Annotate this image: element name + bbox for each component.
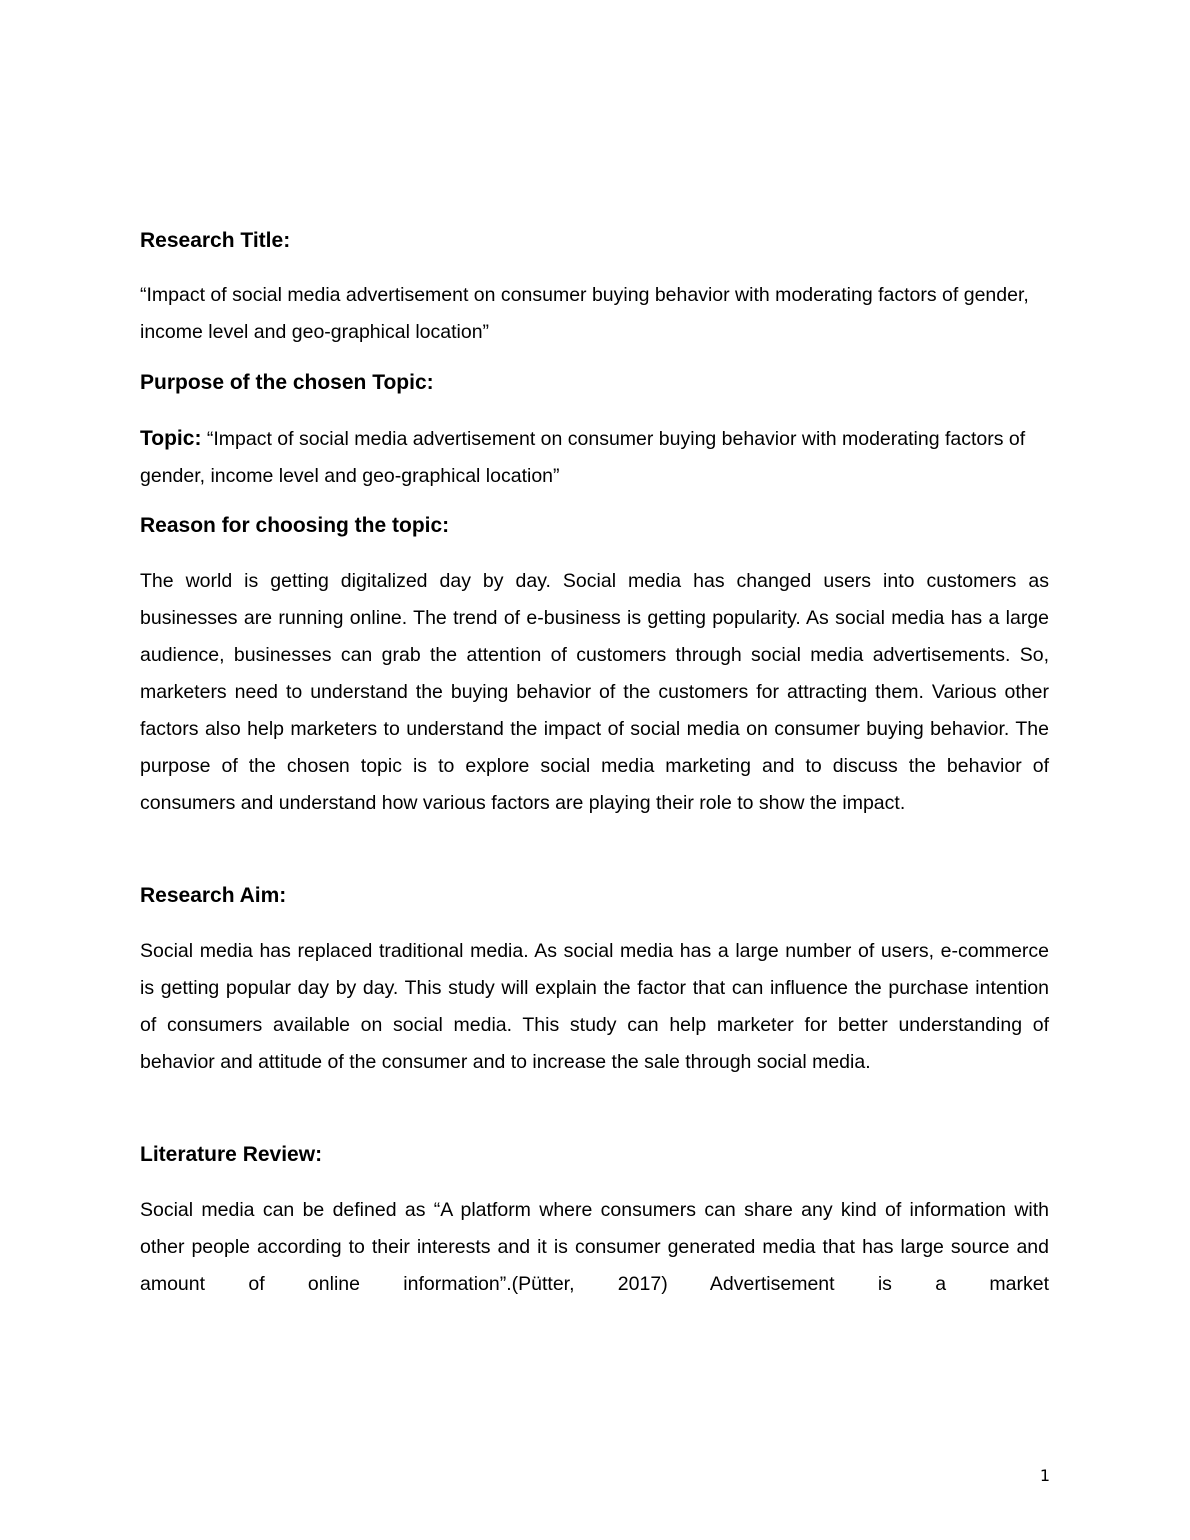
topic-paragraph <box>140 420 1049 495</box>
page-number: 1 <box>1039 1466 1050 1485</box>
research-title-text: “Impact of social media advertisement on consumer buying behavior with moderating factors of gender, income level and geo-graphical location” <box>140 284 1029 343</box>
research-title-heading-colon: : <box>283 229 291 252</box>
literature-review-paragraph: Social media can be defined as “A platform where consumers can share any kind of information with other people according to their interests and it is consumer generated media that has large source and amount of online information”.(Pütter, 2017) Advertisement is a market <box>140 1199 1049 1295</box>
research-title-heading <box>140 224 1049 258</box>
research-aim-heading: Research Aim: <box>140 884 287 907</box>
topic-label: Topic: <box>140 427 202 450</box>
research-aim-paragraph: Social media has replaced traditional media. As social media has a large number of users, e-commerce is getting popular day by day. This study will explain the factor that can influence the purchase intention of consumers available on social media. This study can help marketer for better understanding of behavior and attitude of the consumer and to increase the sale through social media. <box>140 940 1049 1073</box>
document-body <box>140 224 1049 1303</box>
research-title-heading-text: Research Title <box>140 229 284 252</box>
purpose-heading: Purpose of the chosen Topic: <box>140 371 434 394</box>
reason-heading: Reason for choosing the topic: <box>140 514 450 537</box>
topic-text: “Impact of social media advertisement on consumer buying behavior with moderating factors of gender, income level and geo-graphical location” <box>140 428 1026 487</box>
literature-review-heading: Literature Review: <box>140 1143 323 1166</box>
reason-paragraph: The world is getting digitalized day by day. Social media has changed users into customers as businesses are running online. The trend of e-business is getting popularity. As social media has a large audience, businesses can grab the attention of customers through social media advertisements. So, marketers need to understand the buying behavior of the customers for attracting them. Various other factors also help marketers to understand the impact of social media on consumer buying behavior. The purpose of the chosen topic is to explore social media marketing and to discuss the behavior of consumers and understand how various factors are playing their role to show the impact. <box>140 570 1049 814</box>
